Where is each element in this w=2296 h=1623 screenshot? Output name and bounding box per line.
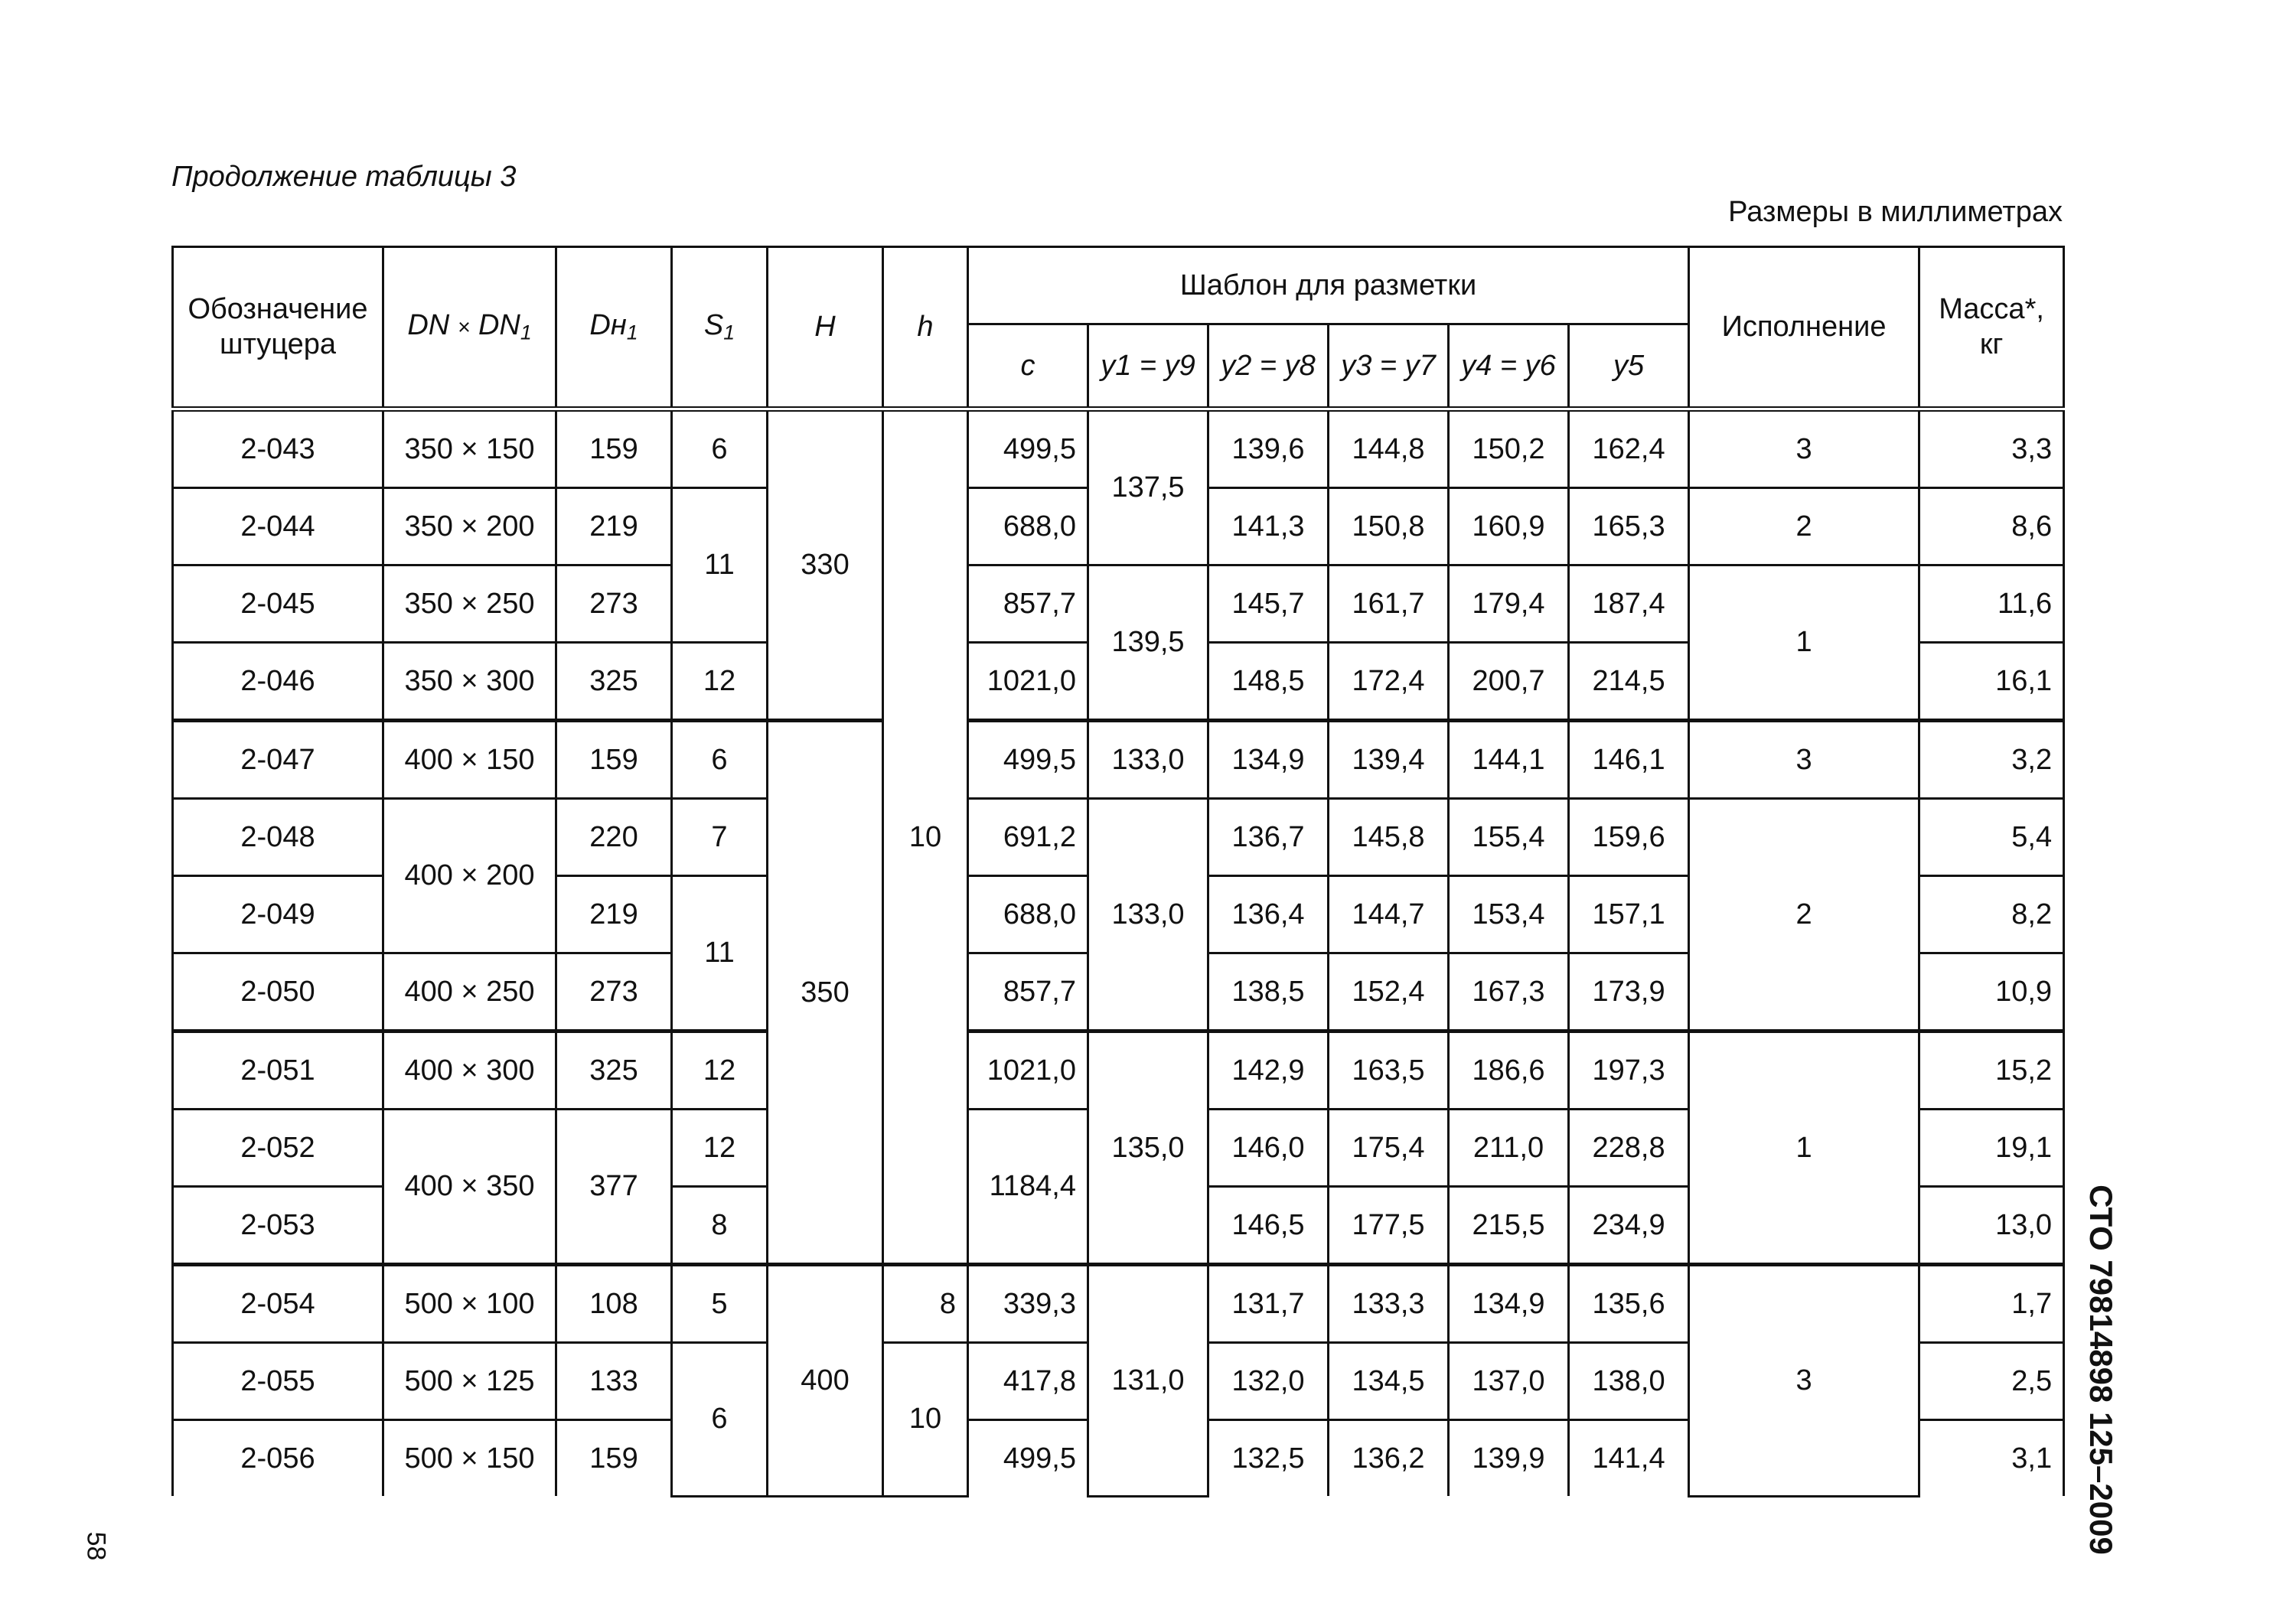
cell-y5: 165,3 — [1569, 488, 1689, 565]
table-row — [173, 799, 2064, 876]
header-template: Шаблон для разметки — [968, 247, 1689, 324]
cell-dh: 108 — [556, 1265, 672, 1343]
cell-y4-y6: 211,0 — [1449, 1110, 1569, 1187]
header-y2-y8: y2 = y8 — [1208, 324, 1329, 409]
cell-y2-y8: 134,9 — [1208, 721, 1329, 799]
cell-y5: 162,4 — [1569, 409, 1689, 488]
cell-s1: 12 — [672, 1110, 768, 1187]
cell-y5: 214,5 — [1569, 643, 1689, 721]
header-dh: $Dн_1$ — [556, 247, 672, 409]
cell-y2-y8: 131,7 — [1208, 1265, 1329, 1343]
header-h: h — [883, 247, 968, 409]
cell-designation: 2-054 — [173, 1265, 383, 1343]
table-row — [173, 721, 2064, 799]
cell-dn: 350 × 150 — [383, 409, 556, 488]
cell-dn: 500 × 125 — [383, 1343, 556, 1420]
cell-y4-y6: 139,9 — [1449, 1420, 1569, 1497]
cell-dn: 400 × 250 — [383, 953, 556, 1031]
header-c: c — [968, 324, 1088, 409]
cell-dn: 400 × 300 — [383, 1031, 556, 1110]
table-caption: Продолжение таблицы 3 — [171, 161, 517, 193]
cell-dn: 400 × 350 — [383, 1110, 556, 1265]
cell-mass: 1,7 — [1919, 1265, 2064, 1343]
cell-y2-y8: 148,5 — [1208, 643, 1329, 721]
cell-mass: 3,2 — [1919, 721, 2064, 799]
cell-execution: 2 — [1689, 799, 1919, 1031]
cell-h: 10 — [883, 409, 968, 1265]
cell-dn: 500 × 150 — [383, 1420, 556, 1497]
cell-c: 691,2 — [968, 799, 1088, 876]
cell-y3-y7: 175,4 — [1329, 1110, 1449, 1187]
cell-mass: 3,3 — [1919, 409, 2064, 488]
cell-dh: 325 — [556, 1031, 672, 1110]
cell-y2-y8: 136,7 — [1208, 799, 1329, 876]
cell-y5: 173,9 — [1569, 953, 1689, 1031]
cell-y2-y8: 132,5 — [1208, 1420, 1329, 1497]
cell-dn: 350 × 300 — [383, 643, 556, 721]
cell-y3-y7: 144,7 — [1329, 876, 1449, 953]
cell-c: 857,7 — [968, 565, 1088, 643]
cell-y4-y6: 134,9 — [1449, 1265, 1569, 1343]
cell-dn: 350 × 250 — [383, 565, 556, 643]
cell-c: 417,8 — [968, 1343, 1088, 1420]
cell-c: 688,0 — [968, 876, 1088, 953]
cell-y4-y6: 150,2 — [1449, 409, 1569, 488]
cell-execution: 3 — [1689, 409, 1919, 488]
table-row — [173, 1265, 2064, 1343]
cell-y3-y7: 150,8 — [1329, 488, 1449, 565]
cell-y1-y9: 133,0 — [1088, 721, 1208, 799]
cell-execution: 2 — [1689, 488, 1919, 565]
header-y1-y9: y1 = y9 — [1088, 324, 1208, 409]
cell-y5: 234,9 — [1569, 1187, 1689, 1265]
cell-c: 1021,0 — [968, 1031, 1088, 1110]
cell-c: 1021,0 — [968, 643, 1088, 721]
standard-code: СТО 79814898 125–2009 — [2083, 1185, 2120, 1555]
cell-y4-y6: 186,6 — [1449, 1031, 1569, 1110]
cell-dh: 273 — [556, 565, 672, 643]
cell-s1: 11 — [672, 876, 768, 1031]
cell-y1-y9: 135,0 — [1088, 1031, 1208, 1265]
cell-y2-y8: 132,0 — [1208, 1343, 1329, 1420]
cell-H: 330 — [768, 409, 883, 721]
cell-y4-y6: 160,9 — [1449, 488, 1569, 565]
cell-y3-y7: 133,3 — [1329, 1265, 1449, 1343]
cell-s1: 6 — [672, 721, 768, 799]
cell-s1: 6 — [672, 409, 768, 488]
cell-y1-y9: 137,5 — [1088, 409, 1208, 565]
cell-dh: 219 — [556, 488, 672, 565]
cell-y2-y8: 146,5 — [1208, 1187, 1329, 1265]
units-note: Размеры в миллиметрах — [1728, 196, 2063, 228]
cell-y3-y7: 145,8 — [1329, 799, 1449, 876]
cell-execution: 1 — [1689, 565, 1919, 721]
cell-y4-y6: 179,4 — [1449, 565, 1569, 643]
cell-mass: 16,1 — [1919, 643, 2064, 721]
header-designation: Обозначение штуцера — [173, 247, 383, 409]
cell-designation: 2-045 — [173, 565, 383, 643]
cell-H: 350 — [768, 721, 883, 1265]
cell-y1-y9: 139,5 — [1088, 565, 1208, 721]
cell-y2-y8: 138,5 — [1208, 953, 1329, 1031]
cell-y3-y7: 136,2 — [1329, 1420, 1449, 1497]
cell-y5: 159,6 — [1569, 799, 1689, 876]
cell-H: 400 — [768, 1265, 883, 1497]
cell-c: 339,3 — [968, 1265, 1088, 1343]
page-number: 58 — [81, 1531, 111, 1560]
cell-y3-y7: 161,7 — [1329, 565, 1449, 643]
cell-s1: 7 — [672, 799, 768, 876]
cell-y4-y6: 153,4 — [1449, 876, 1569, 953]
cell-designation: 2-055 — [173, 1343, 383, 1420]
cell-s1: 12 — [672, 1031, 768, 1110]
cell-c: 688,0 — [968, 488, 1088, 565]
cell-y1-y9: 133,0 — [1088, 799, 1208, 1031]
cell-s1: 11 — [672, 488, 768, 643]
cell-designation: 2-043 — [173, 409, 383, 488]
cell-dh: 273 — [556, 953, 672, 1031]
cell-y4-y6: 155,4 — [1449, 799, 1569, 876]
cell-mass: 11,6 — [1919, 565, 2064, 643]
header-execution: Исполнение — [1689, 247, 1919, 409]
cell-y5: 187,4 — [1569, 565, 1689, 643]
cell-dn: 400 × 200 — [383, 799, 556, 953]
cell-mass: 5,4 — [1919, 799, 2064, 876]
header-y3-y7: y3 = y7 — [1329, 324, 1449, 409]
cell-y3-y7: 134,5 — [1329, 1343, 1449, 1420]
cell-dh: 159 — [556, 721, 672, 799]
cell-y5: 138,0 — [1569, 1343, 1689, 1420]
cell-c: 499,5 — [968, 1420, 1088, 1497]
table-row — [173, 409, 2064, 488]
cell-dh: 377 — [556, 1110, 672, 1265]
cell-c: 857,7 — [968, 953, 1088, 1031]
cell-y3-y7: 144,8 — [1329, 409, 1449, 488]
cell-execution: 3 — [1689, 721, 1919, 799]
cell-designation: 2-046 — [173, 643, 383, 721]
cell-mass: 3,1 — [1919, 1420, 2064, 1497]
dimensions-table — [171, 246, 2065, 1498]
cell-s1: 5 — [672, 1265, 768, 1343]
cell-c: 499,5 — [968, 721, 1088, 799]
cell-dn: 500 × 100 — [383, 1265, 556, 1343]
cell-mass: 8,2 — [1919, 876, 2064, 953]
cell-mass: 13,0 — [1919, 1187, 2064, 1265]
cell-y4-y6: 144,1 — [1449, 721, 1569, 799]
cell-y5: 228,8 — [1569, 1110, 1689, 1187]
header-y4-y6: y4 = y6 — [1449, 324, 1569, 409]
cell-dh: 133 — [556, 1343, 672, 1420]
cell-y1-y9: 131,0 — [1088, 1265, 1208, 1497]
cell-y2-y8: 141,3 — [1208, 488, 1329, 565]
cell-mass: 2,5 — [1919, 1343, 2064, 1420]
cell-h: 10 — [883, 1343, 968, 1497]
cell-y5: 197,3 — [1569, 1031, 1689, 1110]
cell-y3-y7: 152,4 — [1329, 953, 1449, 1031]
cell-designation: 2-044 — [173, 488, 383, 565]
cell-y3-y7: 139,4 — [1329, 721, 1449, 799]
cell-dh: 219 — [556, 876, 672, 953]
cell-y3-y7: 163,5 — [1329, 1031, 1449, 1110]
header-s1: $S_1$ — [672, 247, 768, 409]
header-mass: Масса*, кг — [1919, 247, 2064, 409]
cell-y2-y8: 142,9 — [1208, 1031, 1329, 1110]
cell-mass: 15,2 — [1919, 1031, 2064, 1110]
cell-designation: 2-051 — [173, 1031, 383, 1110]
cell-y4-y6: 167,3 — [1449, 953, 1569, 1031]
cell-y2-y8: 136,4 — [1208, 876, 1329, 953]
cell-c: 1184,4 — [968, 1110, 1088, 1265]
table-row — [173, 1031, 2064, 1110]
cell-dh: 325 — [556, 643, 672, 721]
cell-dh: 159 — [556, 1420, 672, 1497]
cell-y5: 157,1 — [1569, 876, 1689, 953]
cell-mass: 8,6 — [1919, 488, 2064, 565]
table-row — [173, 565, 2064, 643]
cell-mass: 10,9 — [1919, 953, 2064, 1031]
cell-y4-y6: 200,7 — [1449, 643, 1569, 721]
cell-designation: 2-052 — [173, 1110, 383, 1187]
cell-execution: 1 — [1689, 1031, 1919, 1265]
cell-y4-y6: 215,5 — [1449, 1187, 1569, 1265]
cell-y4-y6: 137,0 — [1449, 1343, 1569, 1420]
header-y5: y5 — [1569, 324, 1689, 409]
cell-dn: 400 × 150 — [383, 721, 556, 799]
cell-execution: 3 — [1689, 1265, 1919, 1497]
cell-mass: 19,1 — [1919, 1110, 2064, 1187]
cell-y3-y7: 172,4 — [1329, 643, 1449, 721]
cell-designation: 2-050 — [173, 953, 383, 1031]
cell-h: 8 — [883, 1265, 968, 1343]
cell-y5: 141,4 — [1569, 1420, 1689, 1497]
cell-y2-y8: 146,0 — [1208, 1110, 1329, 1187]
header-H: H — [768, 247, 883, 409]
cell-designation: 2-048 — [173, 799, 383, 876]
cell-designation: 2-053 — [173, 1187, 383, 1265]
cell-s1: 6 — [672, 1343, 768, 1497]
cell-c: 499,5 — [968, 409, 1088, 488]
cell-dh: 220 — [556, 799, 672, 876]
cell-y5: 146,1 — [1569, 721, 1689, 799]
cell-designation: 2-056 — [173, 1420, 383, 1497]
cell-y2-y8: 139,6 — [1208, 409, 1329, 488]
cell-designation: 2-047 — [173, 721, 383, 799]
cell-y2-y8: 145,7 — [1208, 565, 1329, 643]
cell-dn: 350 × 200 — [383, 488, 556, 565]
cell-y5: 135,6 — [1569, 1265, 1689, 1343]
cell-designation: 2-049 — [173, 876, 383, 953]
header-dn: DN × $DN_1$ — [383, 247, 556, 409]
cell-dh: 159 — [556, 409, 672, 488]
cell-y3-y7: 177,5 — [1329, 1187, 1449, 1265]
cell-s1: 8 — [672, 1187, 768, 1265]
cell-s1: 12 — [672, 643, 768, 721]
